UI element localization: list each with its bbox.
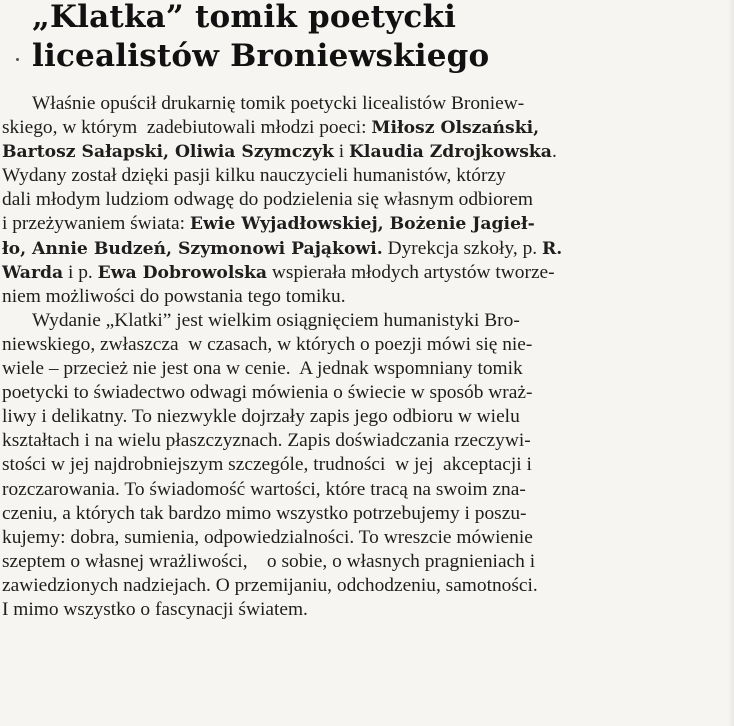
bold-name-text: Ewie Wyjadłowskiej, Bożenie Jagieł- bbox=[189, 214, 535, 235]
article-line bbox=[2, 237, 692, 261]
article-line bbox=[2, 381, 692, 405]
bold-name-text: Miłosz Olszański, bbox=[371, 118, 540, 139]
article-text: zawiedzionych nadziejach. O przemijaniu, odchodzeniu, samotności. bbox=[2, 574, 538, 596]
article-text: Dyrekcja szkoły, p. bbox=[382, 237, 542, 259]
article-line bbox=[2, 502, 692, 526]
article-text: Właśnie opuścił drukarnię tomik poetycki licealistów Broniew- bbox=[32, 93, 525, 114]
print-speck bbox=[16, 58, 19, 61]
scan-edge-shadow bbox=[728, 0, 734, 726]
bold-name-text: Ewa Dobrowolska bbox=[97, 262, 268, 283]
article-text: . bbox=[551, 141, 557, 163]
article-text: kształtach i na wielu płaszczyznach. Zapis doświadczania rzeczywi- bbox=[2, 430, 531, 452]
article-text: czeniu, a których tak bardzo mimo wszystko potrzebujemy i poszu- bbox=[2, 502, 527, 524]
article-line bbox=[2, 429, 692, 453]
article-body bbox=[2, 92, 692, 622]
article-line bbox=[2, 92, 692, 116]
article-text: rozczarowania. To świadomość wartości, które tracą na swoim zna- bbox=[2, 478, 526, 500]
article-text: stości w jej najdrobniejszym szczególe, trudności w jej akceptacji i bbox=[2, 454, 532, 476]
article-text: kujemy: dobra, sumienia, odpowiedzialności. To wreszcie mówienie bbox=[2, 526, 533, 548]
article-line bbox=[2, 574, 692, 598]
article-text: Wydanie „Klatki” jest wielkim osiągnięciem humanistyki Bro- bbox=[32, 309, 520, 331]
bold-name-text: Klaudia Zdrojkowska bbox=[348, 142, 552, 163]
article-text: dali młodym ludziom odwagę do podzielenia się własnym odbiorem bbox=[2, 189, 533, 211]
article-text: wiele – przecież nie jest ona w cenie. A jednak wspomniany tomik bbox=[2, 358, 523, 380]
article-line bbox=[2, 550, 692, 574]
article-text: i przeżywaniem świata: bbox=[2, 213, 190, 235]
article-text: niewskiego, zwłaszcza w czasach, w których o poezji mówi się nie- bbox=[2, 333, 533, 355]
article-line bbox=[2, 526, 692, 550]
article-line bbox=[2, 453, 692, 477]
article-text: i bbox=[333, 141, 349, 163]
article-text: Wydany został dzięki pasji kilku nauczycieli humanistów, którzy bbox=[2, 165, 506, 187]
article-text: skiego, w którym zadebiutowali młodzi poeci: bbox=[2, 117, 372, 139]
article-text: I mimo wszystko o fascynacji światem. bbox=[2, 598, 308, 620]
headline bbox=[32, 0, 722, 76]
article-line bbox=[2, 285, 692, 309]
article-line bbox=[2, 357, 692, 381]
article-line bbox=[2, 140, 692, 164]
headline-line-2: licealistów Broniewskiego bbox=[32, 38, 490, 74]
article-line bbox=[2, 333, 692, 357]
article-text: liwy i delikatny. To niezwykle dojrzały zapis jego odbioru w wielu bbox=[2, 406, 520, 428]
article-line bbox=[2, 478, 692, 502]
bold-name-text: Warda bbox=[2, 262, 64, 283]
article-line bbox=[2, 261, 692, 285]
article-line bbox=[2, 405, 692, 429]
headline-line-1: „Klatka” tomik poetycki bbox=[32, 0, 457, 35]
article-line bbox=[2, 116, 692, 140]
article-text: szeptem o własnej wrażliwości, o sobie, o własnych pragnieniach i bbox=[2, 550, 536, 572]
article-line bbox=[2, 309, 692, 333]
bold-name-text: Bartosz Sałapski, Oliwia Szymczyk bbox=[2, 142, 334, 163]
article-line bbox=[2, 212, 692, 236]
article-text: i p. bbox=[63, 261, 98, 283]
article-text: poetycki to świadectwo odwagi mówienia o świecie w sposób wraż- bbox=[2, 382, 533, 404]
bold-name-text: ło, Annie Budzeń, Szymonowi Pająkowi. bbox=[2, 238, 383, 259]
article-text: niem możliwości do powstania tego tomiku. bbox=[2, 285, 346, 307]
article-line bbox=[2, 188, 692, 212]
article-line bbox=[2, 164, 692, 188]
bold-name-text: R. bbox=[541, 238, 563, 259]
article-line bbox=[2, 598, 692, 622]
article-text: wspierała młodych artystów tworze- bbox=[267, 261, 555, 283]
